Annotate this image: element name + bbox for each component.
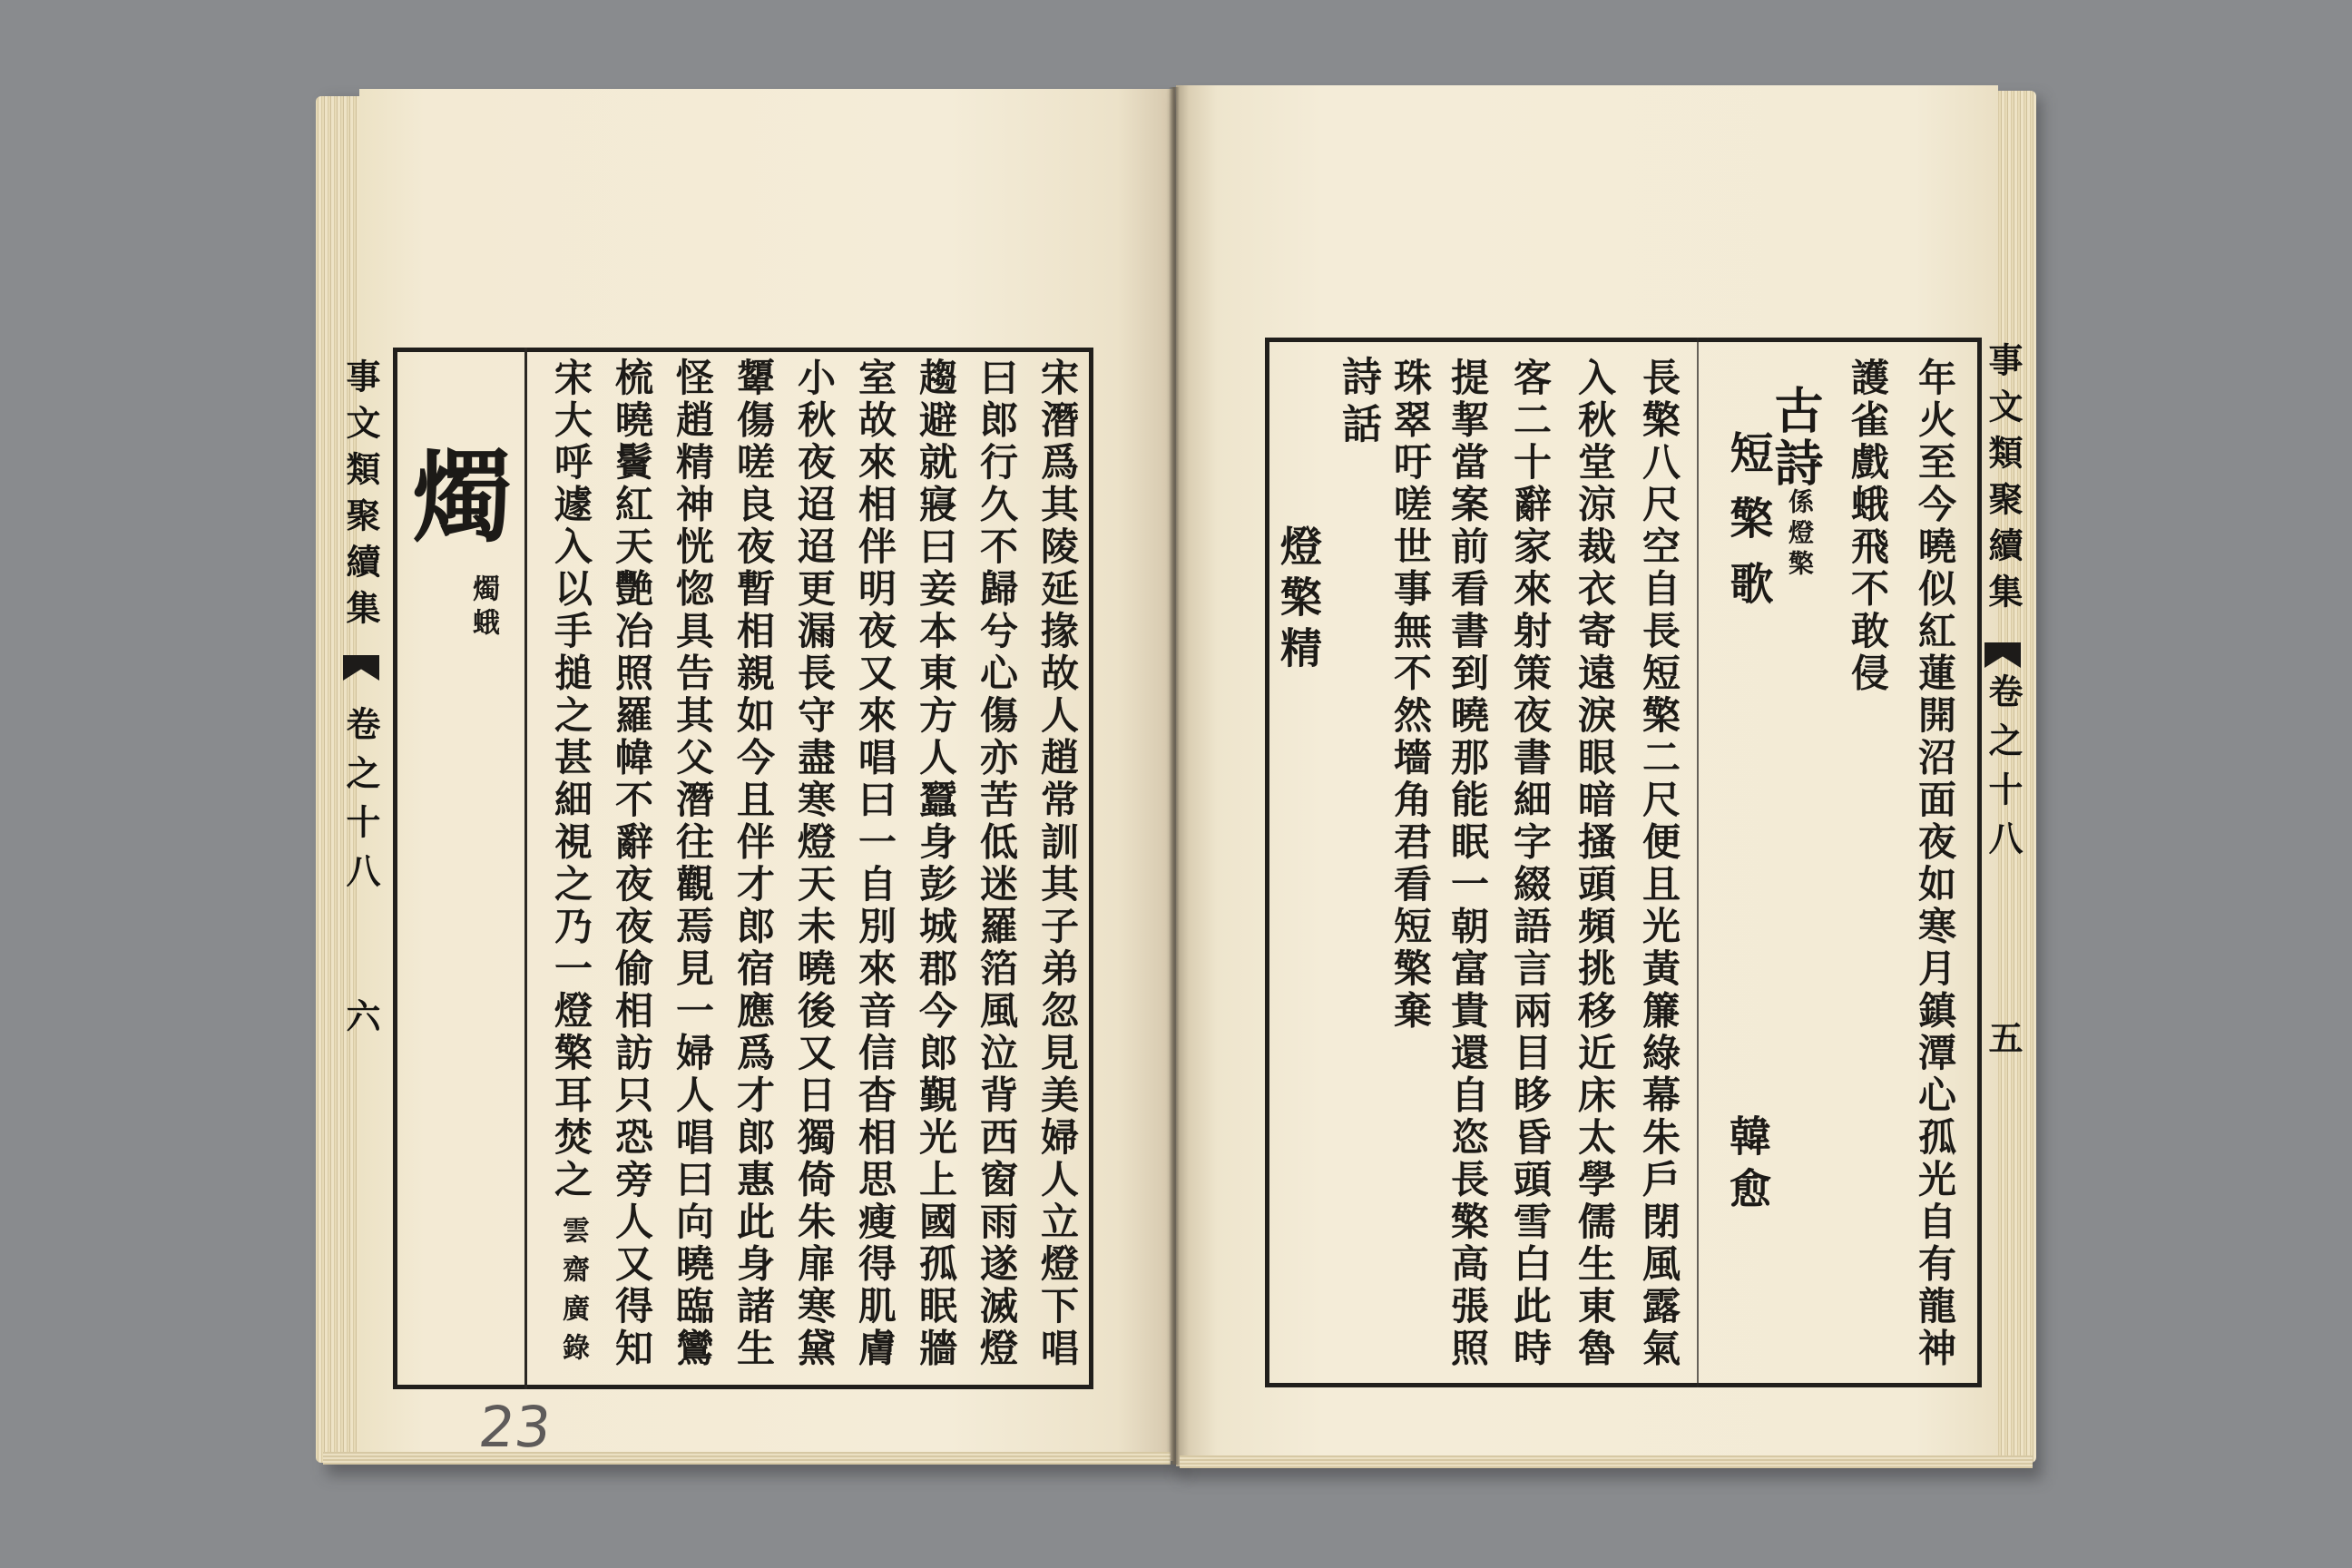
continued-verse-column-2: 護雀戲蛾飛不敢侵 — [1846, 358, 1890, 695]
section-label-note: 係燈檠 — [1785, 488, 1815, 581]
section-label-poetry-talk: 詩話 — [1335, 356, 1381, 450]
left-page-bottom-edge — [323, 1452, 1171, 1465]
story-title-lamp-stand-spirit: 燈檠精 — [1274, 524, 1323, 677]
left-text-column-9: 宋大呼遽入以手搥之甚細視之乃一燈檠耳焚之 — [549, 358, 593, 1201]
right-column-divider — [1697, 338, 1699, 1387]
left-text-column-4: 室故來相伴明夜又來唱曰一自別來音信杳相思瘦得肌膚 — [853, 358, 897, 1370]
left-text-column-3: 趨避就寢曰妾本東方人蠶身彭城郡今郎覲光上國孤眠牆 — [914, 358, 958, 1370]
right-folio-number: 五 — [1983, 1020, 2024, 1066]
pencil-page-number: 23 — [475, 1394, 554, 1460]
right-page-bottom-edge — [1180, 1455, 2033, 1468]
poem-column-3: 客二十辭家來射策夜書細字綴語言兩目眵昏頭雪白此時 — [1508, 358, 1553, 1370]
poem-author: 韓愈 — [1723, 1114, 1772, 1220]
left-text-column-2: 曰郎行久不歸兮心傷亦苦低迷羅箔風泣背西窗雨遂滅燈 — [975, 358, 1019, 1370]
right-running-head-title: 事文類聚續集 — [1983, 342, 2024, 620]
right-running-head-volume: 卷之十八 — [1983, 673, 2024, 869]
left-running-head-volume: 卷之十八 — [340, 706, 381, 902]
left-text-column-5: 小秋夜迢迢更漏長守盡寒燈天未曉後又日獨倚朱扉寒黛 — [792, 358, 837, 1370]
left-text-column-6: 顰傷嗟良夜暫相親如今且伴才郎宿應爲才郎惠此身諸生 — [731, 358, 776, 1370]
poem-column-1: 長檠八尺空自長短檠二尺便且光黃簾綠幕朱戶閉風露氣 — [1637, 358, 1681, 1370]
section-subheading-candle-moth: 燭蛾 — [467, 574, 499, 642]
book-gutter — [1169, 87, 1180, 1465]
left-text-column-1: 宋潛爲其陵延掾故人趙常訓其子弟忽見美婦人立燈下唱 — [1035, 358, 1080, 1370]
continued-verse-column-1: 年火至今曉似紅蓮開沼面夜如寒月鎮潭心孤光自有龍神 — [1913, 358, 1957, 1370]
poem-column-2: 入秋堂涼裁衣寄遠淚眼暗搔頭頻挑移近床太學儒生東魯 — [1573, 358, 1617, 1370]
left-folio-number: 六 — [340, 998, 381, 1044]
left-text-column-8: 梳曉鬢紅天艷冶照羅幃不辭夜夜偷相訪只恐旁人又得知 — [610, 358, 654, 1370]
source-citation: 雲齋廣錄 — [557, 1216, 589, 1372]
section-heading-candle: 燭 — [396, 445, 513, 544]
poem-column-5: 珠翠吁嗟世事無不然墻角君看短檠棄 — [1388, 358, 1433, 1033]
poem-title: 短檠歌 — [1722, 430, 1773, 626]
left-text-column-7: 怪趙精神恍惚具告其父潛往觀焉見一婦人唱曰向曉臨鸞 — [671, 358, 715, 1370]
section-label-ancient-poems: 古詩 — [1767, 385, 1825, 490]
left-column-divider — [524, 348, 527, 1389]
poem-column-4: 提挈當案前看書到曉那能眠一朝富貴還自恣長檠高張照 — [1446, 358, 1490, 1370]
left-running-head-title: 事文類聚續集 — [340, 358, 381, 636]
